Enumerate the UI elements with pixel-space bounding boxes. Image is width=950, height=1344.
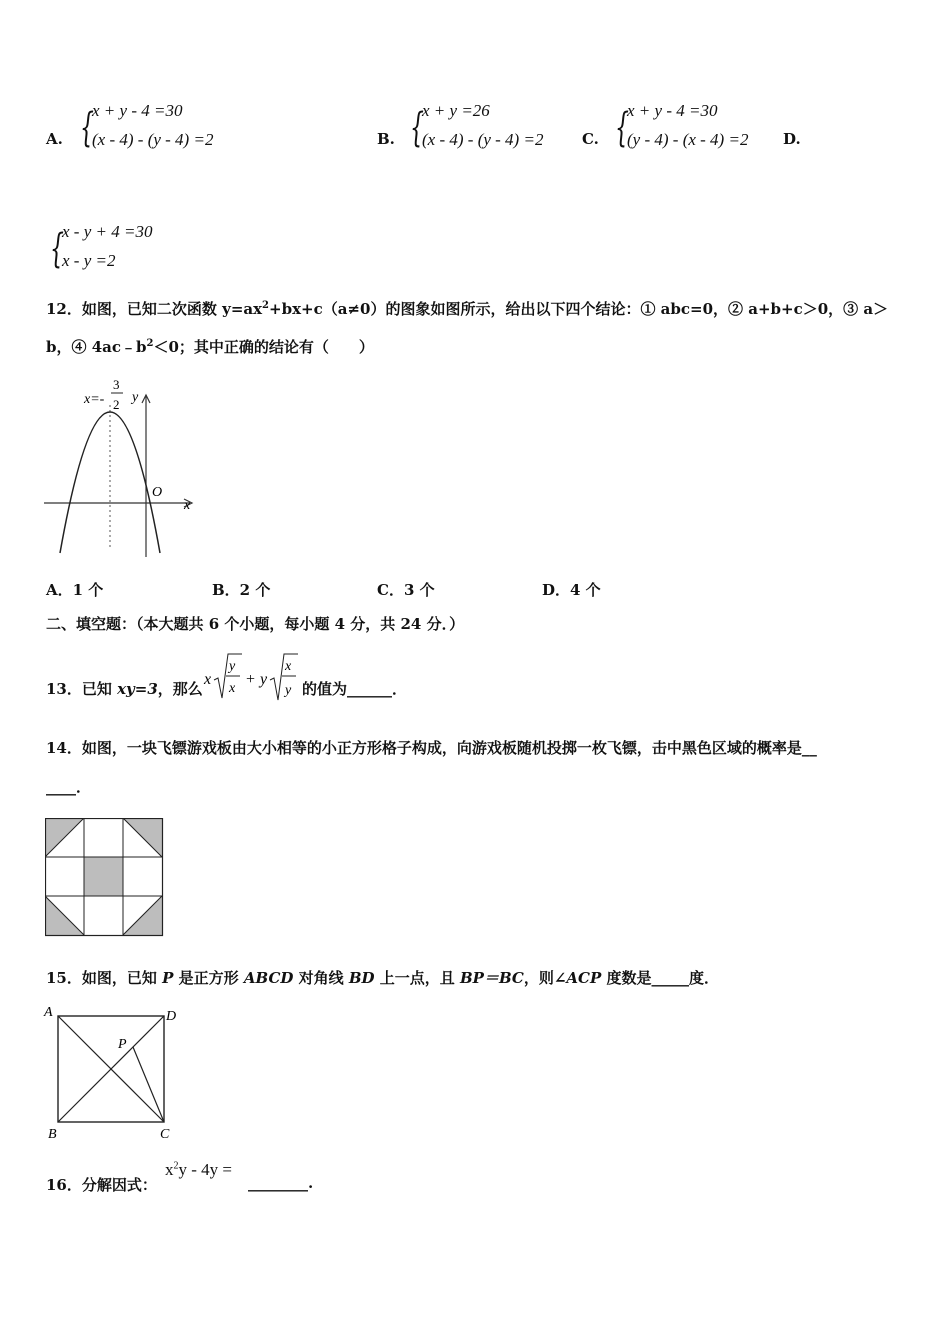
q14-line1: 14．如图，一块飞镖游戏板由大小相等的小正方形格子构成，向游戏板随机投掷一枚飞镖，击中黑色区域的概率是__: [46, 739, 817, 757]
q12-option-c: C．3 个: [377, 581, 435, 599]
origin-label: O: [152, 485, 163, 500]
svg-text:y: y: [260, 671, 268, 688]
square-diagram: [42, 1002, 192, 1147]
equation-line: x + y - 4 =30: [627, 101, 718, 120]
point-p-label: P: [118, 1037, 127, 1052]
svg-text:y: y: [285, 683, 292, 698]
svg-text:+: +: [246, 671, 256, 688]
q13-suffix: 的值为______．: [302, 680, 408, 698]
svg-text:x: x: [285, 659, 292, 674]
brace-icon: {: [410, 105, 424, 151]
vertex-a-label: A: [44, 1005, 53, 1020]
answer-blank[interactable]: ______: [347, 680, 393, 698]
option-b-label: B.: [377, 130, 395, 148]
option-a-system: [80, 101, 280, 161]
equation-line: x - y + 4 =30: [62, 222, 153, 241]
option-a-label: A.: [46, 130, 63, 148]
svg-text:x: x: [229, 681, 236, 696]
vertex-c-label: C: [160, 1127, 170, 1142]
svg-text:y: y: [229, 659, 236, 674]
y-axis-label: y: [132, 390, 139, 405]
fraction-numerator: 3: [113, 377, 120, 392]
equation-line: x + y - 4 =30: [92, 101, 183, 120]
q16-expression: $x^2y - 4y$ =: [165, 1160, 232, 1179]
answer-blank[interactable]: ____: [46, 778, 76, 796]
fraction-denominator: 2: [113, 397, 120, 412]
svg-text:x: x: [204, 671, 212, 688]
q12-option-b: B．2 个: [212, 581, 271, 599]
q13-expression: [200, 650, 305, 706]
q13-text: 13．已知 xy=3，那么: [46, 680, 203, 698]
vertex-d-label: D: [166, 1009, 177, 1024]
equation-line: (x - 4) - (y - 4) =2: [422, 130, 544, 149]
q16-prefix: 16．分解因式：: [46, 1176, 157, 1194]
dartboard-grid: [45, 818, 165, 938]
equation-line: (x - 4) - (y - 4) =2: [92, 130, 214, 149]
option-d-system: [50, 222, 210, 282]
x-axis-label: x: [184, 498, 191, 513]
option-c-system: [615, 101, 785, 161]
parabola-graph: [40, 375, 210, 565]
option-b-system: [410, 101, 580, 161]
equation-line: (y - 4) - (x - 4) =2: [627, 130, 749, 149]
brace-icon: {: [80, 105, 94, 151]
q15-text: 15．如图，已知 P 是正方形 ABCD 对角线 BD 上一点，且 BP＝BC，则∠ACP 度数是_____度．: [46, 969, 720, 987]
q16-answer: ________.: [248, 1174, 314, 1192]
q12-option-a: A．1 个: [46, 581, 104, 599]
q12-line1: 12．如图，已知二次函数 $y=ax^2+bx+c(a\ne 0)$的图象如图所示，给出以下四个结论：① abc=0，② a+b+c＞0，③ a＞: [46, 300, 889, 318]
equation-line: x + y =26: [422, 101, 490, 120]
q12-option-d: D．4 个: [542, 581, 601, 599]
axis-of-symmetry-label: x=-: [84, 392, 105, 407]
option-c-label: C.: [582, 130, 599, 148]
answer-blank[interactable]: __: [801, 739, 817, 757]
q14-line2: ____．: [46, 778, 92, 796]
option-d-label: D.: [783, 130, 801, 148]
answer-blank[interactable]: ________: [248, 1174, 308, 1192]
brace-icon: {: [615, 105, 629, 151]
section-heading: 二、填空题：（本大题共 6 个小题，每小题 4 分，共 24 分．）: [46, 615, 465, 633]
brace-icon: {: [50, 226, 64, 272]
equation-line: x - y =2: [62, 251, 116, 270]
q12-line2: b，④ $4ac﹣b^2<0$；其中正确的结论有（ ）: [46, 338, 374, 356]
vertex-b-label: B: [48, 1127, 57, 1142]
answer-blank[interactable]: _____: [651, 969, 690, 987]
